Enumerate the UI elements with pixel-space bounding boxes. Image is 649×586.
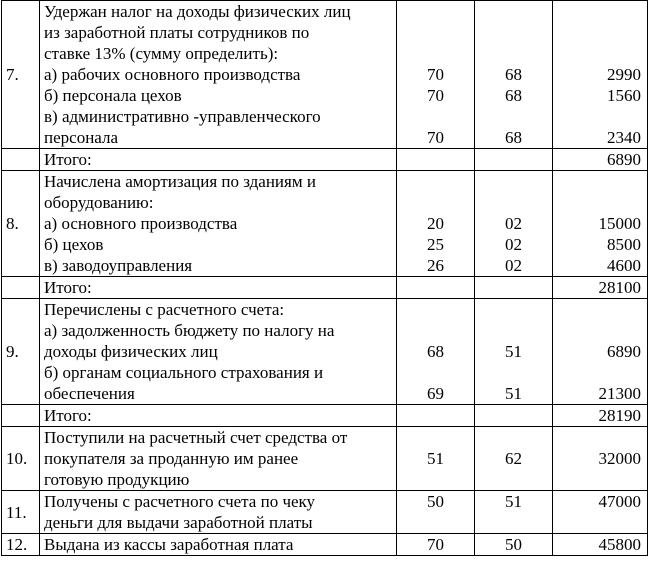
total-row (2, 405, 648, 427)
amount-cell (553, 534, 648, 556)
amount-value (553, 512, 641, 533)
description-line: а) задолженность бюджету по налогу на (44, 321, 335, 340)
debit-account-value: 51 (427, 449, 444, 468)
total-row (2, 277, 648, 299)
description-line: Выдана из кассы заработная плата (44, 535, 294, 554)
debit-account-value (397, 320, 474, 341)
description-line: ставке 13% (сумму определить): (44, 44, 279, 63)
amount-value: 15000 (598, 214, 641, 233)
description-line: Удержан налог на доходы физических лиц (44, 2, 351, 21)
amount-value (553, 1, 641, 22)
entry-number: 11. (2, 491, 40, 534)
amount-cell (553, 427, 648, 491)
total-empty-cell (2, 149, 40, 171)
credit-account-value (475, 171, 552, 192)
amount-value (553, 427, 641, 448)
description-line: доходы физических лиц (44, 342, 218, 361)
credit-account-value (475, 22, 552, 43)
total-label: Итого: (40, 405, 397, 427)
journal-body (2, 1, 648, 556)
credit-account-value: 51 (505, 342, 522, 361)
entry-description (40, 534, 397, 556)
amount-value: 6890 (607, 342, 641, 361)
description-line: Перечислены с расчетного счета: (44, 300, 285, 319)
credit-account-value: 02 (505, 256, 522, 275)
credit-account-value: 68 (505, 65, 522, 84)
total-empty-cell (475, 149, 553, 171)
description-line: б) органам социального страхования и (44, 363, 324, 382)
credit-account-cell (475, 299, 553, 405)
description-line: в) административно -управленческого (44, 107, 321, 126)
entry-description (40, 491, 397, 534)
entry-row (2, 1, 648, 149)
debit-account-value: 50 (427, 492, 444, 511)
amount-value: 45800 (598, 535, 641, 554)
credit-account-value (475, 320, 552, 341)
description-line: персонала (44, 128, 119, 147)
total-label: Итого: (40, 149, 397, 171)
debit-account-value (397, 362, 474, 383)
total-amount: 6890 (553, 149, 648, 171)
credit-account-value (475, 427, 552, 448)
debit-account-value: 26 (427, 256, 444, 275)
total-amount: 28100 (553, 277, 648, 299)
credit-account-value (475, 512, 552, 533)
credit-account-value (475, 469, 552, 490)
amount-cell (553, 491, 648, 534)
credit-account-value: 51 (505, 492, 522, 511)
amount-value: 21300 (598, 384, 641, 403)
credit-account-value (475, 1, 552, 22)
entry-number: 12. (2, 534, 40, 556)
debit-account-cell (397, 491, 475, 534)
credit-account-value: 02 (505, 235, 522, 254)
description-line: а) рабочих основного производства (44, 65, 301, 84)
entry-row (2, 491, 648, 534)
total-label: Итого: (40, 277, 397, 299)
credit-account-cell (475, 534, 553, 556)
amount-cell (553, 1, 648, 149)
amount-value: 8500 (607, 235, 641, 254)
entry-row (2, 534, 648, 556)
total-empty-cell (475, 277, 553, 299)
description-line: в) заводоуправления (44, 256, 193, 275)
total-empty-cell (397, 405, 475, 427)
journal-table (1, 0, 648, 556)
amount-cell (553, 299, 648, 405)
debit-account-value (397, 469, 474, 490)
description-line: Начислена амортизация по зданиям и (44, 172, 316, 191)
description-line: Получены с расчетного счета по чеку (44, 492, 316, 511)
debit-account-value: 70 (427, 535, 444, 554)
entry-row (2, 171, 648, 277)
debit-account-cell (397, 299, 475, 405)
debit-account-value: 70 (427, 65, 444, 84)
amount-cell (553, 171, 648, 277)
credit-account-value (475, 192, 552, 213)
entry-number: 8. (2, 171, 40, 277)
debit-account-cell (397, 534, 475, 556)
entry-row (2, 427, 648, 491)
total-amount: 28190 (553, 405, 648, 427)
entry-number: 7. (2, 1, 40, 149)
amount-value: 47000 (598, 492, 641, 511)
total-empty-cell (2, 405, 40, 427)
entry-description (40, 171, 397, 277)
debit-account-value (397, 106, 474, 127)
debit-account-value (397, 512, 474, 533)
credit-account-value: 51 (505, 384, 522, 403)
total-empty-cell (2, 277, 40, 299)
credit-account-cell (475, 427, 553, 491)
total-empty-cell (397, 149, 475, 171)
total-empty-cell (475, 405, 553, 427)
debit-account-value (397, 171, 474, 192)
credit-account-value: 50 (505, 535, 522, 554)
amount-value: 2990 (607, 65, 641, 84)
entry-number: 9. (2, 299, 40, 405)
total-row (2, 149, 648, 171)
credit-account-value (475, 299, 552, 320)
amount-value (553, 171, 641, 192)
total-empty-cell (397, 277, 475, 299)
amount-value: 2340 (607, 128, 641, 147)
amount-value (553, 469, 641, 490)
credit-account-value: 02 (505, 214, 522, 233)
amount-value (553, 43, 641, 64)
amount-value: 1560 (607, 86, 641, 105)
description-line: деньги для выдачи заработной платы (44, 513, 313, 532)
description-line: б) цехов (44, 235, 104, 254)
debit-account-value (397, 299, 474, 320)
debit-account-value (397, 192, 474, 213)
credit-account-value (475, 106, 552, 127)
debit-account-value (397, 427, 474, 448)
credit-account-cell (475, 1, 553, 149)
credit-account-value (475, 362, 552, 383)
description-line: готовую продукцию (44, 470, 190, 489)
amount-value (553, 192, 641, 213)
credit-account-value: 62 (505, 449, 522, 468)
debit-account-value: 70 (427, 86, 444, 105)
amount-value (553, 299, 641, 320)
debit-account-value (397, 1, 474, 22)
amount-value: 32000 (598, 449, 641, 468)
credit-account-value (475, 43, 552, 64)
description-line: из заработной платы сотрудников по (44, 23, 310, 42)
credit-account-cell (475, 171, 553, 277)
debit-account-value (397, 22, 474, 43)
entry-description (40, 1, 397, 149)
debit-account-value: 68 (427, 342, 444, 361)
description-line: а) основного производства (44, 214, 238, 233)
description-line: оборудованию: (44, 193, 154, 212)
amount-value (553, 106, 641, 127)
credit-account-value: 68 (505, 128, 522, 147)
description-line: б) персонала цехов (44, 86, 182, 105)
debit-account-value: 69 (427, 384, 444, 403)
debit-account-cell (397, 427, 475, 491)
description-line: покупателя за проданную им ранее (44, 449, 299, 468)
entry-row (2, 299, 648, 405)
debit-account-value: 20 (427, 214, 444, 233)
entry-description (40, 299, 397, 405)
amount-value (553, 22, 641, 43)
amount-value (553, 362, 641, 383)
entry-number: 10. (2, 427, 40, 491)
debit-account-value: 25 (427, 235, 444, 254)
description-line: Поступили на расчетный счет средства от (44, 428, 348, 447)
amount-value (553, 320, 641, 341)
description-line: обеспечения (44, 384, 135, 403)
debit-account-value: 70 (427, 128, 444, 147)
credit-account-cell (475, 491, 553, 534)
debit-account-value (397, 43, 474, 64)
amount-value: 4600 (607, 256, 641, 275)
entry-description (40, 427, 397, 491)
debit-account-cell (397, 171, 475, 277)
credit-account-value: 68 (505, 86, 522, 105)
debit-account-cell (397, 1, 475, 149)
